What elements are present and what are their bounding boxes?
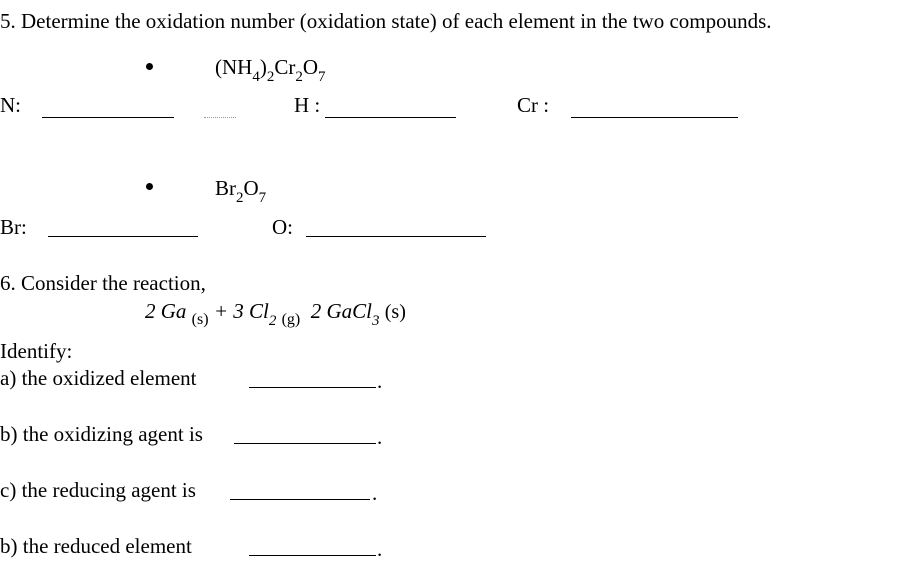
subscript: 4 [252, 69, 260, 85]
answer-blank-c[interactable] [230, 499, 370, 500]
formula-ammonium-dichromate [215, 55, 326, 85]
answer-blank-br[interactable] [48, 236, 198, 237]
answer-blank-a[interactable] [249, 387, 376, 388]
answer-blank-h[interactable] [325, 117, 456, 118]
reactant-ga: 2 Ga [145, 299, 187, 323]
item-b1-label: b) the oxidizing agent is [0, 422, 203, 446]
answer-blank-o[interactable] [306, 236, 486, 237]
subscript: 2 [295, 69, 303, 85]
subscript: 7 [258, 190, 267, 206]
formula-part: (NH [215, 55, 253, 79]
answer-blank-b2[interactable] [249, 555, 376, 556]
product-gacl3: 2 GaCl [310, 299, 372, 323]
reaction-equation [145, 299, 406, 329]
formula-part: O [302, 55, 318, 79]
label-br: Br: [0, 215, 27, 239]
faint-dots [204, 117, 236, 118]
subscript: 2 [236, 190, 244, 206]
formula-part: Cr [274, 55, 296, 79]
item-b2-label: b) the reduced element [0, 534, 192, 558]
label-n: N: [0, 93, 21, 117]
question-5-title: 5. Determine the oxidation number (oxidation state) of each element in the two compounds. [0, 9, 772, 33]
formula-part: Br [215, 176, 236, 200]
question-6-title: 6. Consider the reaction, [0, 271, 206, 295]
answer-blank-n[interactable] [42, 117, 174, 118]
state-solid: (s) [191, 311, 209, 328]
period: . [372, 481, 378, 505]
subscript: 7 [318, 69, 326, 85]
answer-blank-b1[interactable] [234, 443, 376, 444]
label-cr: Cr : [517, 93, 550, 117]
bullet-1 [146, 63, 153, 70]
answer-blank-cr[interactable] [571, 117, 738, 118]
label-h: H : [294, 93, 321, 117]
formula-dibromine-heptoxide [215, 176, 267, 206]
bullet-2 [146, 183, 153, 190]
state-gas: (g) [281, 311, 301, 328]
state-solid-product: (s) [384, 301, 406, 323]
reactant-cl: + 3 Cl [213, 299, 269, 323]
label-o: O: [272, 215, 293, 239]
period: . [377, 369, 383, 393]
subscript: 3 [372, 313, 380, 329]
subscript: 2 [266, 69, 275, 85]
subscript: 2 [268, 313, 277, 329]
formula-part: ) [259, 55, 267, 79]
formula-part: O [243, 176, 259, 200]
period: . [377, 537, 383, 561]
item-a-label: a) the oxidized element [0, 366, 197, 390]
item-c-label: c) the reducing agent is [0, 478, 196, 502]
identify-heading: Identify: [0, 339, 73, 363]
period: . [377, 425, 383, 449]
